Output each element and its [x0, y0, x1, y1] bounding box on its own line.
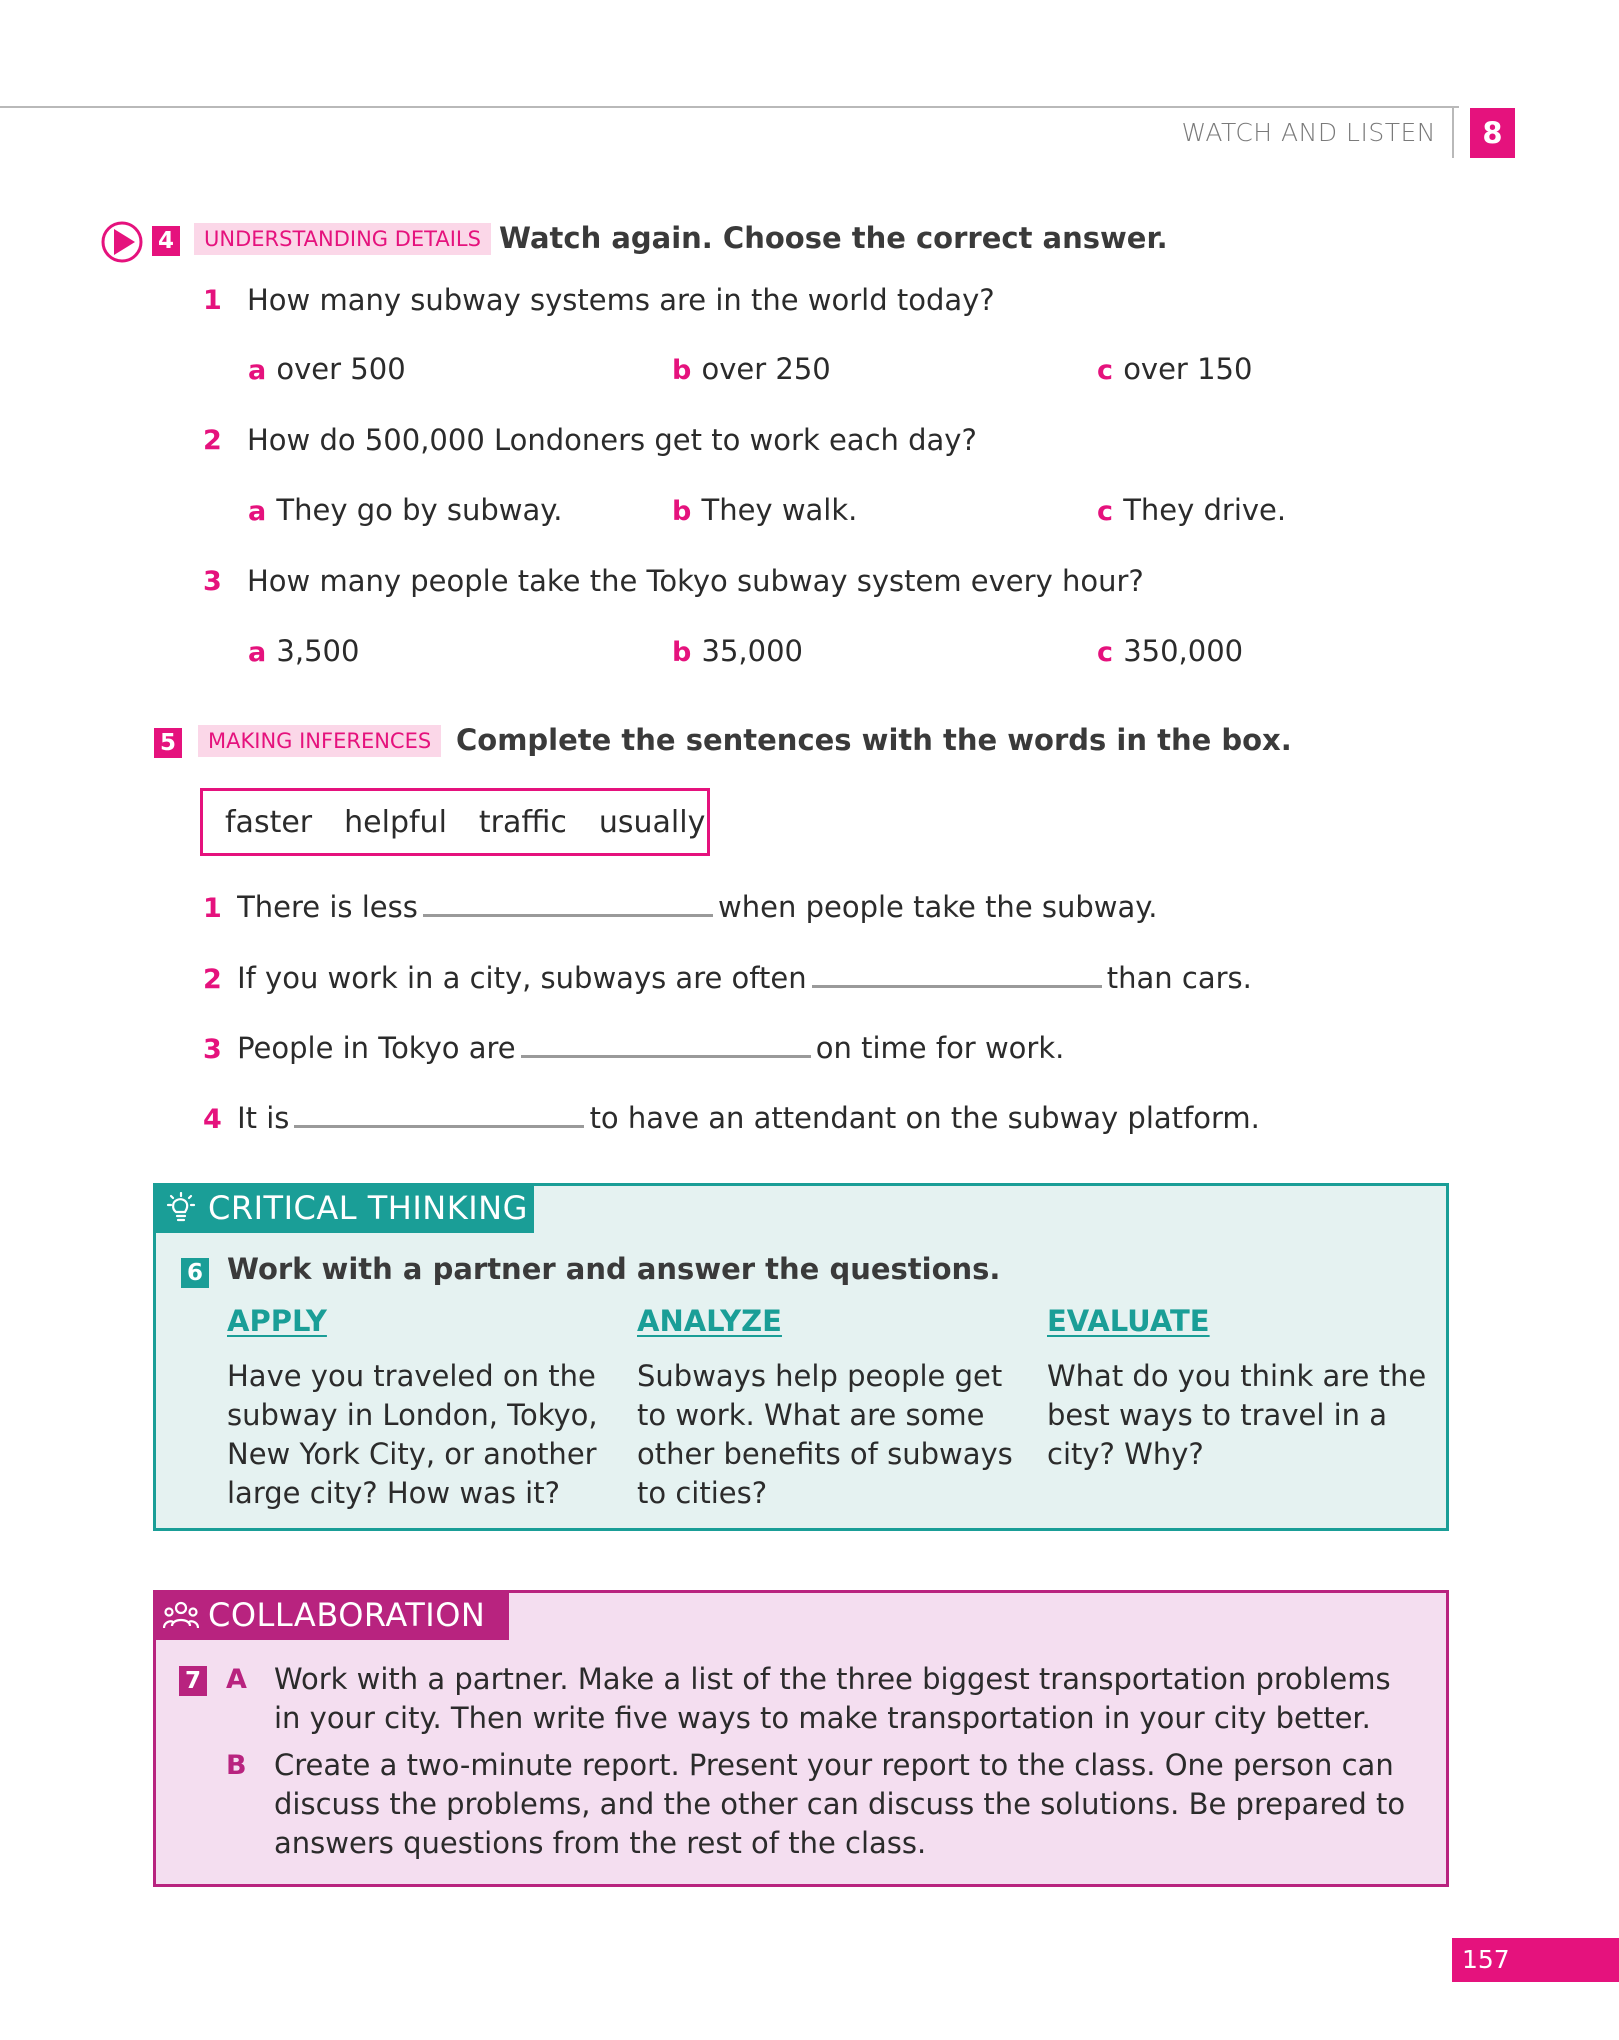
sentence-number: 1	[203, 893, 222, 924]
option-letter: a	[248, 496, 267, 527]
exercise-7-badge: 7	[179, 1666, 207, 1696]
exercise-5-skill-tag: MAKING INFERENCES	[198, 725, 441, 757]
answer-option[interactable]	[672, 634, 803, 668]
word-box-item: faster	[225, 804, 313, 840]
exercise-6-instruction: Work with a partner and answer the questions.	[227, 1252, 1001, 1286]
analyze-question: Subways help people get to work. What are some other benefits of subways to cities?	[637, 1359, 1013, 1510]
question-number: 1	[203, 285, 222, 316]
answer-blank[interactable]	[521, 1055, 811, 1058]
question-number: 2	[203, 425, 222, 456]
page-number: 157	[1452, 1938, 1619, 1982]
critical-thinking-header	[153, 1183, 534, 1233]
collaboration-title: COLLABORATION	[208, 1596, 486, 1634]
exercise-4-skill-tag: UNDERSTANDING DETAILS	[194, 223, 491, 255]
answer-option[interactable]	[1097, 352, 1252, 386]
option-letter: c	[1097, 355, 1114, 386]
critical-thinking-title: CRITICAL THINKING	[208, 1189, 528, 1227]
sentence-row	[203, 1101, 1260, 1135]
option-text: They walk.	[701, 493, 858, 527]
option-text: 35,000	[701, 634, 803, 668]
exercise-4-badge: 4	[152, 226, 180, 256]
answer-option[interactable]	[672, 493, 857, 527]
team-icon	[163, 1598, 199, 1632]
answer-blank[interactable]	[812, 985, 1102, 988]
exercise-4-instruction: Watch again. Choose the correct answer.	[499, 221, 1168, 255]
option-text: over 250	[701, 352, 831, 386]
task-text: Create a two-minute report. Present your report to the class. One person can discuss the problems, and the other can discuss the solutions. Be prepared to answers questions from the rest of the class.	[274, 1748, 1406, 1860]
sentence-before: It is	[237, 1101, 290, 1135]
unit-badge: 8	[1470, 108, 1515, 158]
sentence-before: People in Tokyo are	[237, 1031, 516, 1065]
answer-option[interactable]	[248, 634, 359, 668]
answer-option[interactable]	[248, 352, 406, 386]
answer-blank[interactable]	[423, 914, 713, 917]
exercise-6-badge: 6	[181, 1258, 209, 1288]
word-box-item: usually	[598, 804, 706, 840]
sentence-row	[203, 890, 1158, 924]
play-video-icon[interactable]	[100, 220, 144, 264]
option-text: 350,000	[1123, 634, 1244, 668]
sentence-number: 4	[203, 1104, 222, 1135]
option-text: They go by subway.	[276, 493, 563, 527]
option-letter: c	[1097, 496, 1114, 527]
collaboration-header	[153, 1590, 509, 1640]
sentence-number: 2	[203, 964, 222, 995]
option-text: over 500	[276, 352, 406, 386]
exercise-5-instruction: Complete the sentences with the words in the box.	[456, 723, 1292, 757]
evaluate-heading: EVALUATE	[1047, 1304, 1210, 1338]
option-letter: b	[672, 355, 692, 386]
option-letter: b	[672, 496, 692, 527]
apply-question: Have you traveled on the subway in London, Tokyo, New York City, or another large city? How was it?	[227, 1359, 598, 1510]
sentence-after: to have an attendant on the subway platform.	[589, 1101, 1260, 1135]
answer-option[interactable]	[1097, 634, 1243, 668]
answer-option[interactable]	[1097, 493, 1286, 527]
word-box-item: helpful	[344, 804, 447, 840]
option-letter: c	[1097, 637, 1114, 668]
sentence-after: when people take the subway.	[718, 890, 1158, 924]
sentence-before: There is less	[237, 890, 418, 924]
sentence-number: 3	[203, 1034, 222, 1065]
question-number: 3	[203, 566, 222, 597]
apply-heading: APPLY	[227, 1304, 327, 1338]
word-box	[200, 788, 710, 856]
option-letter: a	[248, 637, 267, 668]
option-text: They drive.	[1123, 493, 1287, 527]
sentence-after: on time for work.	[815, 1031, 1065, 1065]
word-box-item: traffic	[478, 804, 567, 840]
analyze-heading: ANALYZE	[637, 1304, 782, 1338]
option-text: 3,500	[276, 634, 360, 668]
task-letter: A	[226, 1664, 247, 1695]
answer-blank[interactable]	[294, 1125, 584, 1128]
sentence-row	[203, 1031, 1064, 1065]
sentence-after: than cars.	[1106, 961, 1252, 995]
evaluate-question: What do you think are the best ways to travel in a city? Why?	[1047, 1359, 1427, 1471]
exercise-5-badge: 5	[154, 728, 182, 758]
section-label: WATCH AND LISTEN	[1181, 118, 1436, 147]
question-text: How many subway systems are in the world today?	[247, 283, 995, 317]
header-divider	[1452, 106, 1454, 158]
sentence-before: If you work in a city, subways are often	[237, 961, 807, 995]
question-text: How do 500,000 Londoners get to work each day?	[247, 423, 977, 457]
answer-option[interactable]	[248, 493, 563, 527]
question-text: How many people take the Tokyo subway system every hour?	[247, 564, 1144, 598]
sentence-row	[203, 961, 1252, 995]
task-text: Work with a partner. Make a list of the three biggest transportation problems in your city. Then write five ways to make transportation in your city better.	[274, 1662, 1391, 1735]
lightbulb-icon	[165, 1192, 197, 1224]
option-letter: b	[672, 637, 692, 668]
answer-option[interactable]	[672, 352, 831, 386]
option-letter: a	[248, 355, 267, 386]
option-text: over 150	[1123, 352, 1253, 386]
header-rule	[0, 106, 1459, 108]
task-letter: B	[226, 1750, 247, 1781]
